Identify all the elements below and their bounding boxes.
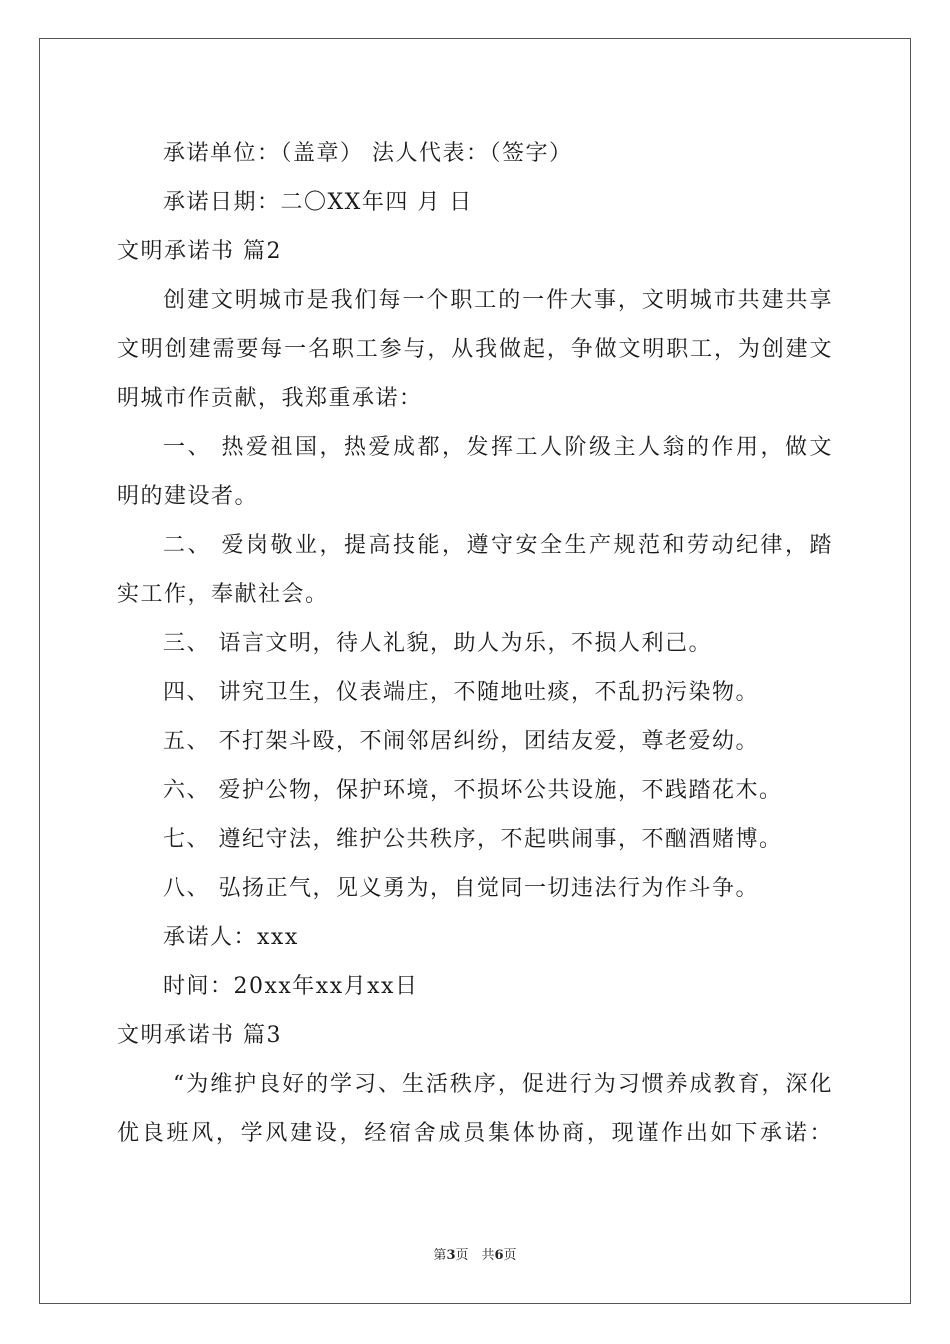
- doc-line-2: 承诺日期：二〇XX年四 月 日: [163, 190, 473, 215]
- doc-line-21: 优良班风，学风建设，经宿舍成员集体协商，现谨作出如下承诺：: [117, 1121, 833, 1146]
- footer-page-total: 6: [494, 1248, 504, 1263]
- section-heading-2: 文明承诺书 篇2: [117, 239, 282, 264]
- pledge-item-6: 六、 爱护公物，保护环境，不损坏公共设施，不践踏花木。: [163, 778, 783, 803]
- pledge-item-1-cont: 明的建设者。: [117, 484, 259, 509]
- footer-suffix: 页: [503, 1248, 517, 1263]
- pledge-date: 时间：20xx年xx月xx日: [163, 974, 419, 999]
- footer-page-current: 3: [446, 1248, 456, 1263]
- footer-mid: 页 共: [455, 1248, 495, 1263]
- doc-line-5: 文明创建需要每一名职工参与，从我做起，争做文明职工，为创建文: [117, 337, 833, 362]
- section-heading-3: 文明承诺书 篇3: [117, 1023, 282, 1048]
- pledge-item-2: 二、 爱岗敬业，提高技能，遵守安全生产规范和劳动纪律，踏: [163, 533, 833, 558]
- pledge-item-1: 一、 热爱祖国，热爱成都，发挥工人阶级主人翁的作用，做文: [163, 435, 833, 460]
- document-body: [117, 129, 833, 1158]
- footer-prefix: 第: [433, 1248, 447, 1263]
- doc-line-6: 明城市作贡献，我郑重承诺：: [117, 386, 423, 411]
- pledge-item-8: 八、 弘扬正气，见义勇为，自觉同一切违法行为作斗争。: [163, 876, 759, 901]
- page-footer: [0, 1244, 950, 1263]
- pledger-name: 承诺人：xxx: [163, 925, 299, 950]
- pledge-item-3: 三、 语言文明，待人礼貌，助人为乐，不损人利己。: [163, 631, 712, 656]
- doc-line-20: “为维护良好的学习、生活秩序，促进行为习惯养成教育，深化: [173, 1072, 833, 1097]
- doc-line-1: 承诺单位：（盖章） 法人代表：（签字）: [163, 141, 573, 166]
- pledge-item-5: 五、 不打架斗殴，不闹邻居纠纷，团结友爱，尊老爱幼。: [163, 729, 759, 754]
- pledge-item-4: 四、 讲究卫生，仪表端庄，不随地吐痰，不乱扔污染物。: [163, 680, 759, 705]
- pledge-item-7: 七、 遵纪守法，维护公共秩序，不起哄闹事，不酗酒赌博。: [163, 827, 783, 852]
- doc-line-4: 创建文明城市是我们每一个职工的一件大事，文明城市共建共享: [163, 288, 833, 313]
- pledge-item-2-cont: 实工作，奉献社会。: [117, 582, 329, 607]
